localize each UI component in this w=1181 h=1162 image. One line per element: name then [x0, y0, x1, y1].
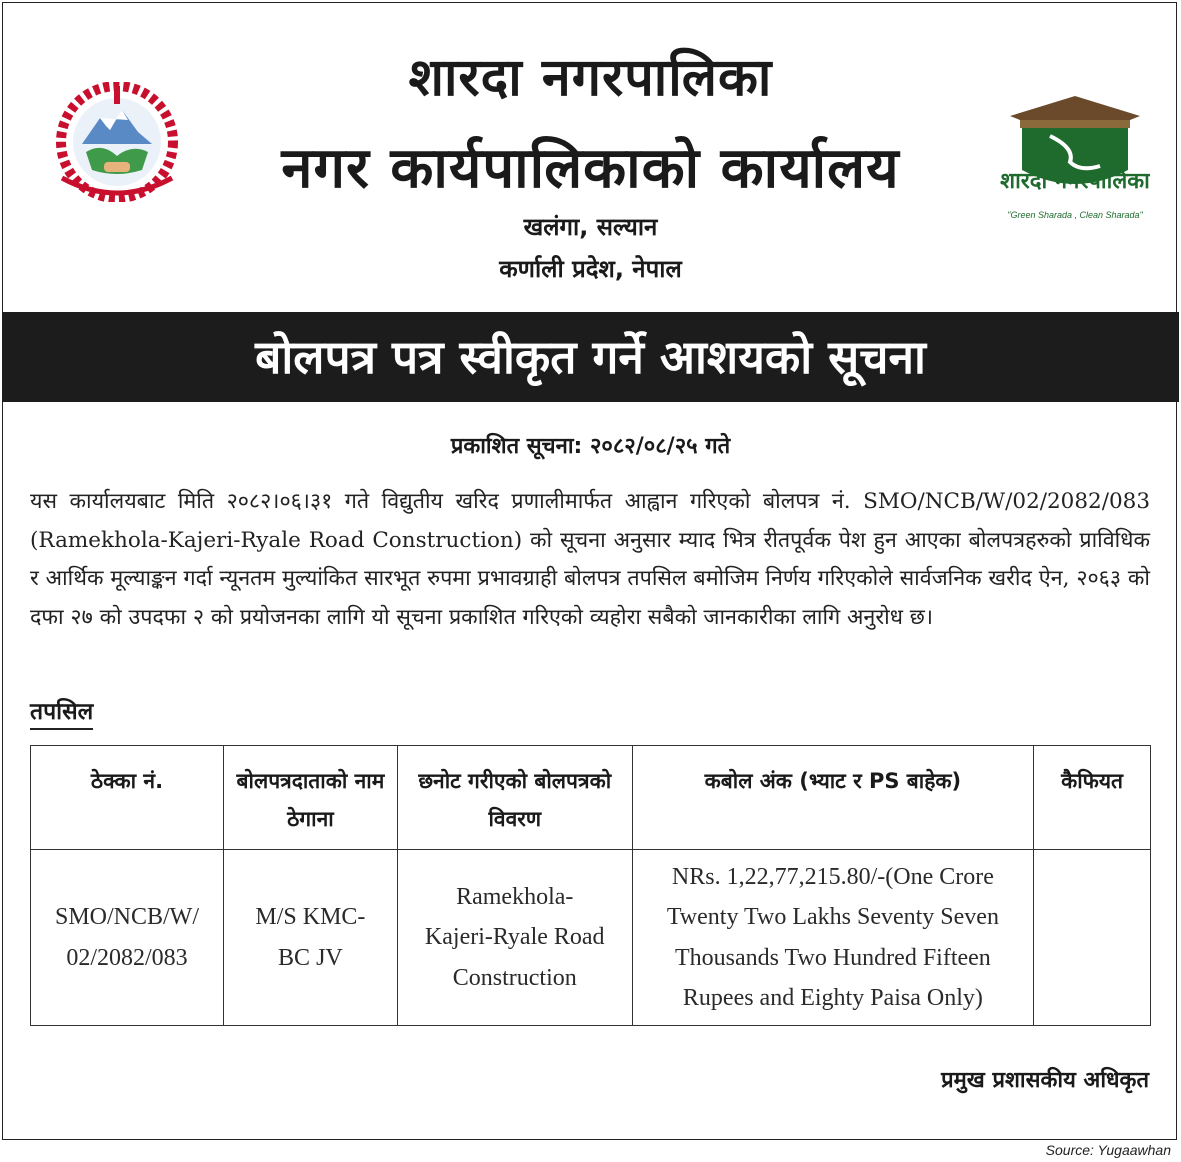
municipality-title: शारदा नगरपालिका	[408, 48, 773, 108]
table-header-row	[31, 746, 1151, 850]
notice-banner-title: बोलपत्र पत्र स्वीकृत गर्ने आशयको सूचना	[2, 312, 1179, 402]
cell-bidder: M/S KMC- BC JV	[223, 850, 397, 1026]
cell-remarks	[1034, 850, 1151, 1026]
signature-title: प्रमुख प्रशासकीय अधिकृत	[941, 1068, 1149, 1093]
cell-amount: NRs. 1,22,77,215.80/-(One Crore Twenty Two Lakhs Seventy Seven Thousands Two Hundred Fifteen Rupees and Eighty Paisa Only)	[632, 850, 1033, 1026]
address-line: खलंगा, सल्यान	[523, 213, 658, 241]
notice-body: यस कार्यालयबाट मिति २०८२।०६।३१ गते विद्युतीय खरिद प्रणालीमार्फत आह्वान गरिएको बोलपत्र नं. SMO/NCB/W/02/2082/083 (Ramekhola-Kajeri-Ryale Road Construction) को सूचना अनुसार म्याद भित्र रीतपूर्वक पेश हुन आएका बोलपत्रहरुको प्राविधिक र आर्थिक मूल्याङ्कन गर्दा न्यूनतम मुल्यांकित सारभूत रुपमा प्रभावग्राही बोलपत्र तपसिल बमोजिम निर्णय गरिएकोले सार्वजनिक खरीद ऐन, २०६३ को दफा २७ को उपदफा २ को प्रयोजनका लागि यो सूचना प्रकाशित गरिएको व्यहोरा सबैको जानकारीका लागि अनुरोध छ।	[30, 489, 1150, 630]
source-credit: Source: Yugaawhan	[1045, 1142, 1171, 1158]
cell-contract-no: SMO/NCB/W/ 02/2082/083	[31, 850, 224, 1026]
header-amount: कबोल अंक (भ्याट र PS बाहेक)	[632, 746, 1033, 850]
header-description: छनोट गरीएको बोलपत्रको विवरण	[397, 746, 632, 850]
table-row	[31, 850, 1151, 1026]
office-title: नगर कार्यपालिकाको कार्यालय	[281, 136, 900, 201]
published-date: प्रकाशित सूचना: २०८२/०८/२५ गते	[450, 434, 731, 459]
header-bidder: बोलपत्रदाताको नाम ठेगाना	[223, 746, 397, 850]
header-contract-no: ठेक्का नं.	[31, 746, 224, 850]
logo-slogan-text: "Green Sharada , Clean Sharada"	[1007, 210, 1143, 220]
bid-details-table	[30, 745, 1151, 1026]
details-heading: तपसिल	[30, 694, 93, 730]
logo-name-text: शारदा नगरपालिका	[1000, 169, 1150, 194]
header-remarks: कैफियत	[1034, 746, 1151, 850]
province-line: कर्णाली प्रदेश, नेपाल	[499, 255, 682, 283]
cell-description: Ramekhola- Kajeri-Ryale Road Construction	[397, 850, 632, 1026]
